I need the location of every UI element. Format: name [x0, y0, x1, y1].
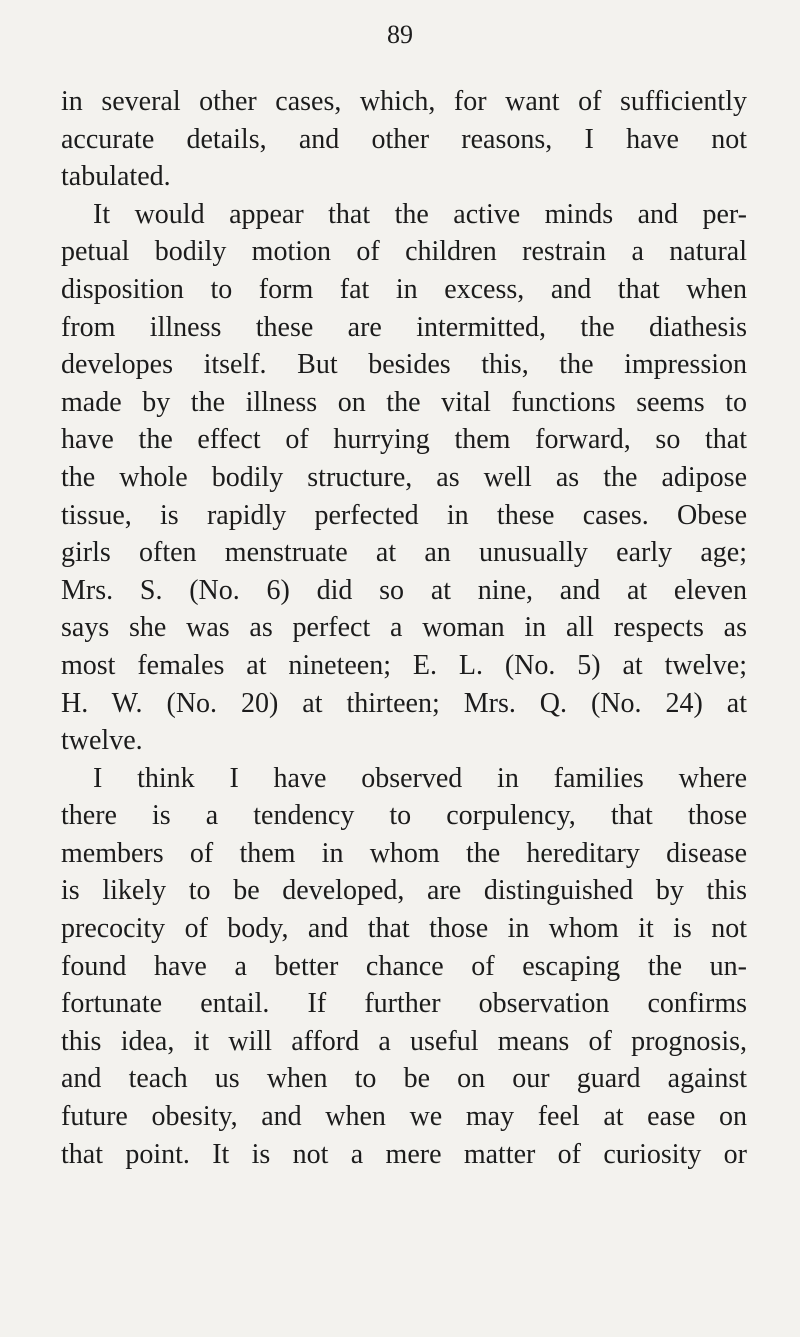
text-line: in several other cases, which, for want of sufficiently — [61, 86, 747, 117]
text-line: that point. It is not a mere matter of curiosity or — [61, 1138, 747, 1170]
text-line: from illness these are intermitted, the diathesis — [61, 311, 747, 343]
text-line: says she was as perfect a woman in all respects as — [61, 612, 747, 644]
text-line: this idea, it will afford a useful means of prognosis, — [61, 1025, 747, 1057]
text-line: future obesity, and when we may feel at ease on — [61, 1101, 747, 1133]
text-line: tabulated. — [61, 161, 171, 193]
text-line: twelve. — [61, 725, 143, 757]
text-line: most females at nineteen; E. L. (No. 5) at twelve; — [61, 649, 747, 681]
text-line: It would appear that the active minds and per- — [93, 198, 747, 230]
text-line: and teach us when to be on our guard against — [61, 1063, 747, 1095]
paragraph-3 — [61, 760, 747, 1174]
text-line: made by the illness on the vital functions seems to — [61, 386, 747, 418]
text-line: accurate details, and other reasons, I have not — [61, 123, 747, 155]
text-line: fortunate entail. If further observation confirms — [61, 988, 747, 1020]
text-line: Mrs. S. (No. 6) did so at nine, and at eleven — [61, 574, 747, 606]
text-line: H. W. (No. 20) at thirteen; Mrs. Q. (No. 24) at — [61, 687, 747, 719]
page-number: 89 — [387, 20, 413, 49]
paragraph-1 — [61, 83, 747, 196]
text-line: tissue, is rapidly perfected in these cases. Obese — [61, 499, 747, 531]
text-line: developes itself. But besides this, the impression — [61, 349, 747, 381]
text-line: girls often menstruate at an unusually early age; — [61, 537, 747, 569]
body-text — [61, 83, 747, 1173]
text-line: there is a tendency to corpulency, that those — [61, 800, 747, 832]
text-line: precocity of body, and that those in whom it is not — [61, 913, 747, 945]
text-line: petual bodily motion of children restrain a natural — [61, 236, 747, 268]
text-line: members of them in whom the hereditary disease — [61, 837, 747, 869]
text-line: I think I have observed in families where — [93, 762, 747, 794]
text-line: is likely to be developed, are distinguished by this — [61, 875, 747, 907]
text-line: disposition to form fat in excess, and that when — [61, 273, 747, 305]
text-line: the whole bodily structure, as well as the adipose — [61, 461, 747, 493]
text-line: have the effect of hurrying them forward, so that — [61, 424, 747, 456]
paragraph-2 — [61, 196, 747, 760]
text-line: found have a better chance of escaping the un- — [61, 950, 747, 982]
